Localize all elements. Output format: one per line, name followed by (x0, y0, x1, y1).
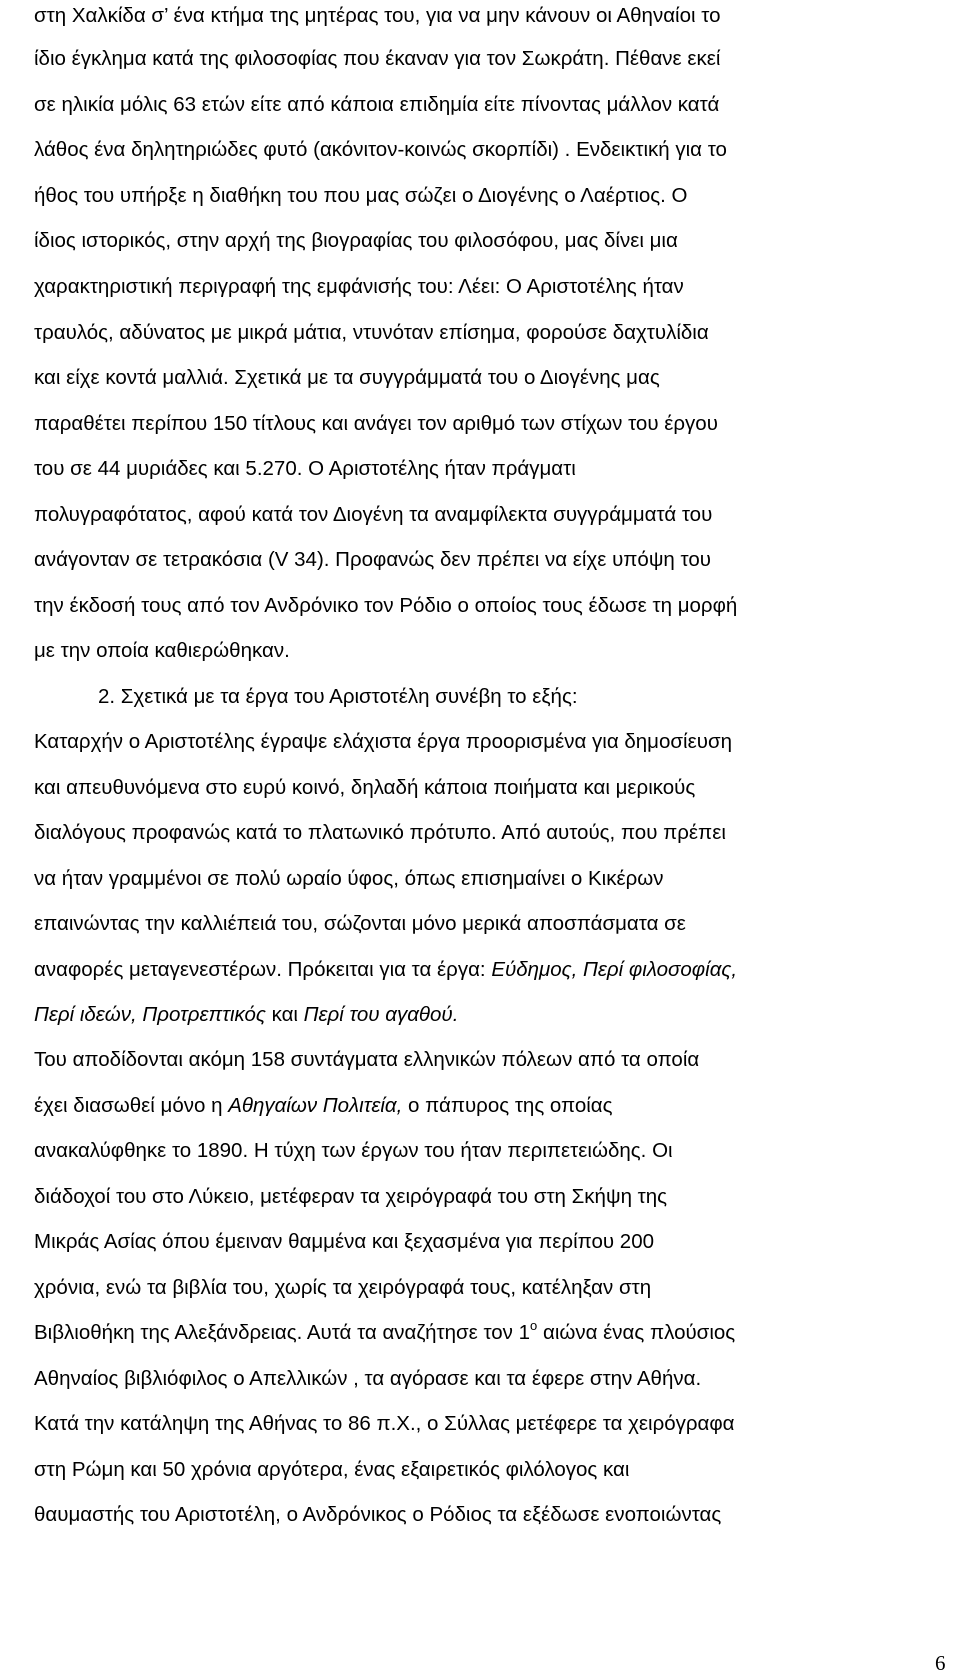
text-span: και (265, 1003, 304, 1026)
text-line: και είχε κοντά μαλλιά. Σχετικά με τα συγγράμματά του ο Διογένης μας (34, 366, 660, 389)
section-heading: 2. Σχετικά με τα έργα του Αριστοτέλη συνέβη το εξής: (98, 685, 578, 708)
text-line: λάθος ένα δηλητηριώδες φυτό (ακόνιτον-κοινώς σκορπίδι) . Ενδεικτική για το (34, 138, 727, 161)
text-line (34, 1320, 735, 1346)
text-line: με την οποία καθιερώθηκαν. (34, 639, 290, 662)
text-line: στη Ρώμη και 50 χρόνια αργότερα, ένας εξαιρετικός φιλόλογος και (34, 1458, 630, 1481)
text-span: έχει διασωθεί μόνο η (34, 1094, 229, 1117)
text-line: διάδοχοί του στο Λύκειο, μετέφεραν τα χειρόγραφά του στη Σκήψη της (34, 1185, 668, 1208)
text-line: χαρακτηριστική περιγραφή της εμφάνισής του: Λέει: Ο Αριστοτέλης ήταν (34, 275, 684, 298)
text-line: ήθος του υπήρξε η διαθήκη του που μας σώζει ο Διογένης ο Λαέρτιος. Ο (34, 184, 688, 207)
text-line: Αθηναίος βιβλιόφιλος ο Απελλικών , τα αγόρασε και τα έφερε στην Αθήνα. (34, 1367, 702, 1390)
text-span: αιώνα ένας πλούσιος (537, 1321, 736, 1344)
text-line (34, 1093, 613, 1119)
text-line: πολυγραφότατος, αφού κατά τον Διογένη τα αναμφίλεκτα συγγράμματά του (34, 503, 713, 526)
text-line: διαλόγους προφανώς κατά το πλατωνικό πρότυπο. Από αυτούς, που πρέπει (34, 821, 726, 844)
text-line: στη Χαλκίδα σ’ ένα κτήμα της μητέρας του, για να μην κάνουν οι Αθηναίοι το (34, 4, 721, 27)
text-line: σε ηλικία μόλις 63 ετών είτε από κάποια επιδημία είτε πίνοντας μάλλον κατά (34, 93, 720, 116)
work-titles: Περί ιδεών, Προτρεπτικός (34, 1003, 266, 1026)
text-line: επαινώντας την καλλιέπειά του, σώζονται μόνο μερικά αποσπάσματα σε (34, 912, 686, 935)
text-line: χρόνια, ενώ τα βιβλία του, χωρίς τα χειρόγραφά τους, κατέληξαν στη (34, 1276, 652, 1299)
text-line (34, 1002, 458, 1028)
text-line: ανάγονταν σε τετρακόσια (V 34). Προφανώς δεν πρέπει να είχε υπόψη του (34, 548, 711, 571)
text-span: ο πάπυρος της οποίας (402, 1094, 613, 1117)
text-line: Μικράς Ασίας όπου έμειναν θαμμένα και ξεχασμένα για περίπου 200 (34, 1230, 655, 1253)
text-line: να ήταν γραμμένοι σε πολύ ωραίο ύφος, όπως επισημαίνει ο Κικέρων (34, 867, 664, 890)
work-titles: Εύδημος, Περί φιλοσοφίας, (491, 958, 738, 981)
text-span: Βιβλιοθήκη της Αλεξάνδρειας. Αυτά τα αναζήτησε τον 1 (34, 1321, 531, 1344)
text-line: Του αποδίδονται ακόμη 158 συντάγματα ελληνικών πόλεων από τα οποία (34, 1048, 700, 1071)
text-line: του σε 44 μυριάδες και 5.270. Ο Αριστοτέλης ήταν πράγματι (34, 457, 576, 480)
text-line: Καταρχήν ο Αριστοτέλης έγραψε ελάχιστα έργα προορισμένα για δημοσίευση (34, 730, 733, 753)
superscript: ο (530, 1318, 538, 1333)
text-line: τραυλός, αδύνατος με μικρά μάτια, ντυνόταν επίσημα, φορούσε δαχτυλίδια (34, 321, 709, 344)
page-number: 6 (935, 1651, 946, 1675)
text-line: παραθέτει περίπου 150 τίτλους και ανάγει τον αριθμό των στίχων του έργου (34, 412, 718, 435)
text-line: την έκδοσή τους από τον Ανδρόνικο τον Ρόδιο ο οποίος τους έδωσε τη μορφή (34, 594, 738, 617)
work-title: Αθηγαίων Πολιτεία, (228, 1094, 403, 1117)
text-line (34, 957, 737, 983)
text-line: ανακαλύφθηκε το 1890. Η τύχη των έργων του ήταν περιπετειώδης. Οι (34, 1139, 673, 1162)
text-line: θαυμαστής του Αριστοτέλη, ο Ανδρόνικος ο Ρόδιος τα εξέδωσε ενοποιώντας (34, 1503, 722, 1526)
text-line: Κατά την κατάληψη της Αθήνας το 86 π.Χ., ο Σύλλας μετέφερε τα χειρόγραφα (34, 1412, 735, 1435)
text-line: ίδιος ιστορικός, στην αρχή της βιογραφίας του φιλοσόφου, μας δίνει μια (34, 229, 678, 252)
text-span: αναφορές μεταγενεστέρων. Πρόκειται για τα έργα: (34, 958, 492, 981)
work-title: Περί του αγαθού. (303, 1003, 459, 1026)
text-line: ίδιο έγκλημα κατά της φιλοσοφίας που έκαναν για τον Σωκράτη. Πέθανε εκεί (34, 47, 721, 70)
text-line: και απευθυνόμενα στο ευρύ κοινό, δηλαδή κάποια ποιήματα και μερικούς (34, 776, 696, 799)
